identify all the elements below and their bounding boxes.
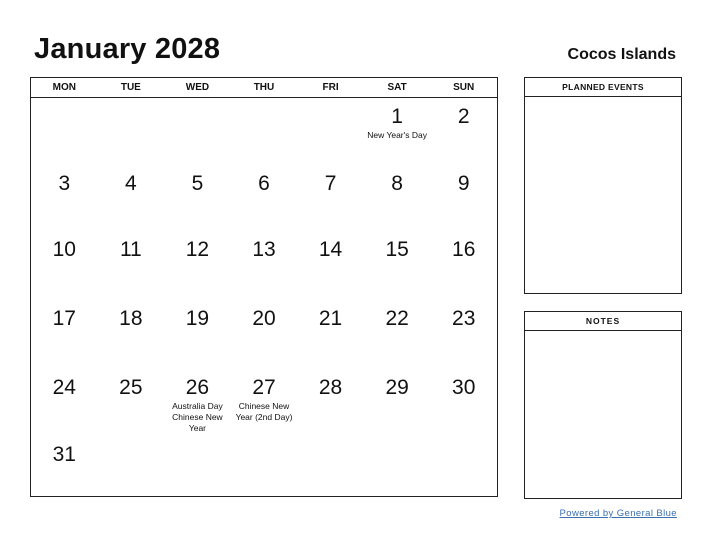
day-cell xyxy=(430,300,497,369)
day-cell xyxy=(164,436,231,498)
day-cell xyxy=(31,98,98,165)
day-cell xyxy=(98,369,165,436)
day-cell xyxy=(364,369,431,436)
day-cells xyxy=(31,98,497,498)
day-cell xyxy=(231,300,298,369)
day-cell xyxy=(297,369,364,436)
day-cell xyxy=(430,369,497,436)
day-number: 16 xyxy=(452,238,476,261)
day-cell xyxy=(164,98,231,165)
day-cell xyxy=(364,436,431,498)
day-cell xyxy=(364,98,431,165)
day-cell xyxy=(164,300,231,369)
day-number: 27 xyxy=(252,376,276,399)
day-cell xyxy=(98,300,165,369)
day-cell xyxy=(98,98,165,165)
day-cell xyxy=(98,436,165,498)
day-number: 19 xyxy=(185,307,210,330)
day-number: 17 xyxy=(52,307,76,330)
day-cell xyxy=(297,165,364,231)
day-cell xyxy=(98,231,165,300)
calendar-grid xyxy=(30,77,498,497)
region-name: Cocos Islands xyxy=(567,46,676,63)
day-cell xyxy=(231,231,298,300)
day-cell xyxy=(430,98,497,165)
day-number: 25 xyxy=(119,376,143,399)
day-number: 8 xyxy=(391,172,403,195)
day-cell xyxy=(364,231,431,300)
day-number: 9 xyxy=(457,172,470,195)
notes-header: NOTES xyxy=(525,312,681,331)
day-cell xyxy=(31,436,98,498)
planned-events-panel xyxy=(524,77,682,294)
day-number: 23 xyxy=(452,307,476,330)
day-cell xyxy=(98,165,165,231)
planned-events-header: PLANNED EVENTS xyxy=(525,78,681,97)
weekday-label: FRI xyxy=(322,82,339,93)
day-cell xyxy=(430,436,497,498)
day-number: 7 xyxy=(324,172,337,195)
day-cell xyxy=(31,369,98,436)
day-cell xyxy=(364,165,431,231)
day-number: 14 xyxy=(318,238,343,261)
day-number: 24 xyxy=(52,376,76,399)
day-cell xyxy=(164,165,231,231)
weekday-label: MON xyxy=(52,82,76,93)
day-number: 22 xyxy=(385,307,409,330)
day-number: 29 xyxy=(385,376,409,399)
day-number: 2 xyxy=(457,105,470,128)
weekday-label: WED xyxy=(185,82,210,93)
day-number: 12 xyxy=(185,238,210,261)
day-number: 26 xyxy=(185,376,210,399)
day-number: 10 xyxy=(52,238,76,261)
day-number: 31 xyxy=(52,443,76,466)
day-cell xyxy=(297,98,364,165)
day-cell xyxy=(231,165,298,231)
day-cell xyxy=(231,436,298,498)
day-number: 4 xyxy=(125,172,137,195)
day-cell xyxy=(164,369,231,436)
day-cell xyxy=(297,436,364,498)
day-cell xyxy=(297,300,364,369)
weekday-label: SAT xyxy=(387,82,407,93)
holiday-label: Chinese New Year (2nd Day) xyxy=(235,401,293,422)
day-cell xyxy=(31,300,98,369)
day-number: 5 xyxy=(191,172,204,195)
notes-panel xyxy=(524,311,682,499)
day-number: 13 xyxy=(252,238,276,261)
day-cell xyxy=(231,98,298,165)
holiday-label: Australia Day Chinese New Year xyxy=(172,401,223,433)
day-cell xyxy=(297,231,364,300)
day-cell xyxy=(164,231,231,300)
day-number: 30 xyxy=(452,376,476,399)
day-number: 3 xyxy=(58,172,71,195)
day-cell xyxy=(364,300,431,369)
weekday-label: TUE xyxy=(120,82,141,93)
weekday-label: SUN xyxy=(453,82,475,93)
day-cell xyxy=(430,231,497,300)
day-number: 15 xyxy=(385,238,409,261)
day-cell xyxy=(231,369,298,436)
day-number: 21 xyxy=(318,307,343,330)
day-number: 20 xyxy=(252,307,276,330)
day-cell xyxy=(31,165,98,231)
page-title: January 2028 xyxy=(34,33,221,65)
day-cell xyxy=(430,165,497,231)
day-number: 11 xyxy=(119,238,142,261)
powered-by-link[interactable]: Powered by General Blue xyxy=(559,508,677,519)
holiday-label: New Year's Day xyxy=(367,130,427,140)
weekday-header-row xyxy=(31,78,497,98)
day-cell xyxy=(31,231,98,300)
day-number: 1 xyxy=(391,105,403,128)
weekday-label: THU xyxy=(253,82,275,93)
day-number: 18 xyxy=(119,307,143,330)
day-number: 28 xyxy=(318,376,343,399)
day-number: 6 xyxy=(258,172,270,195)
